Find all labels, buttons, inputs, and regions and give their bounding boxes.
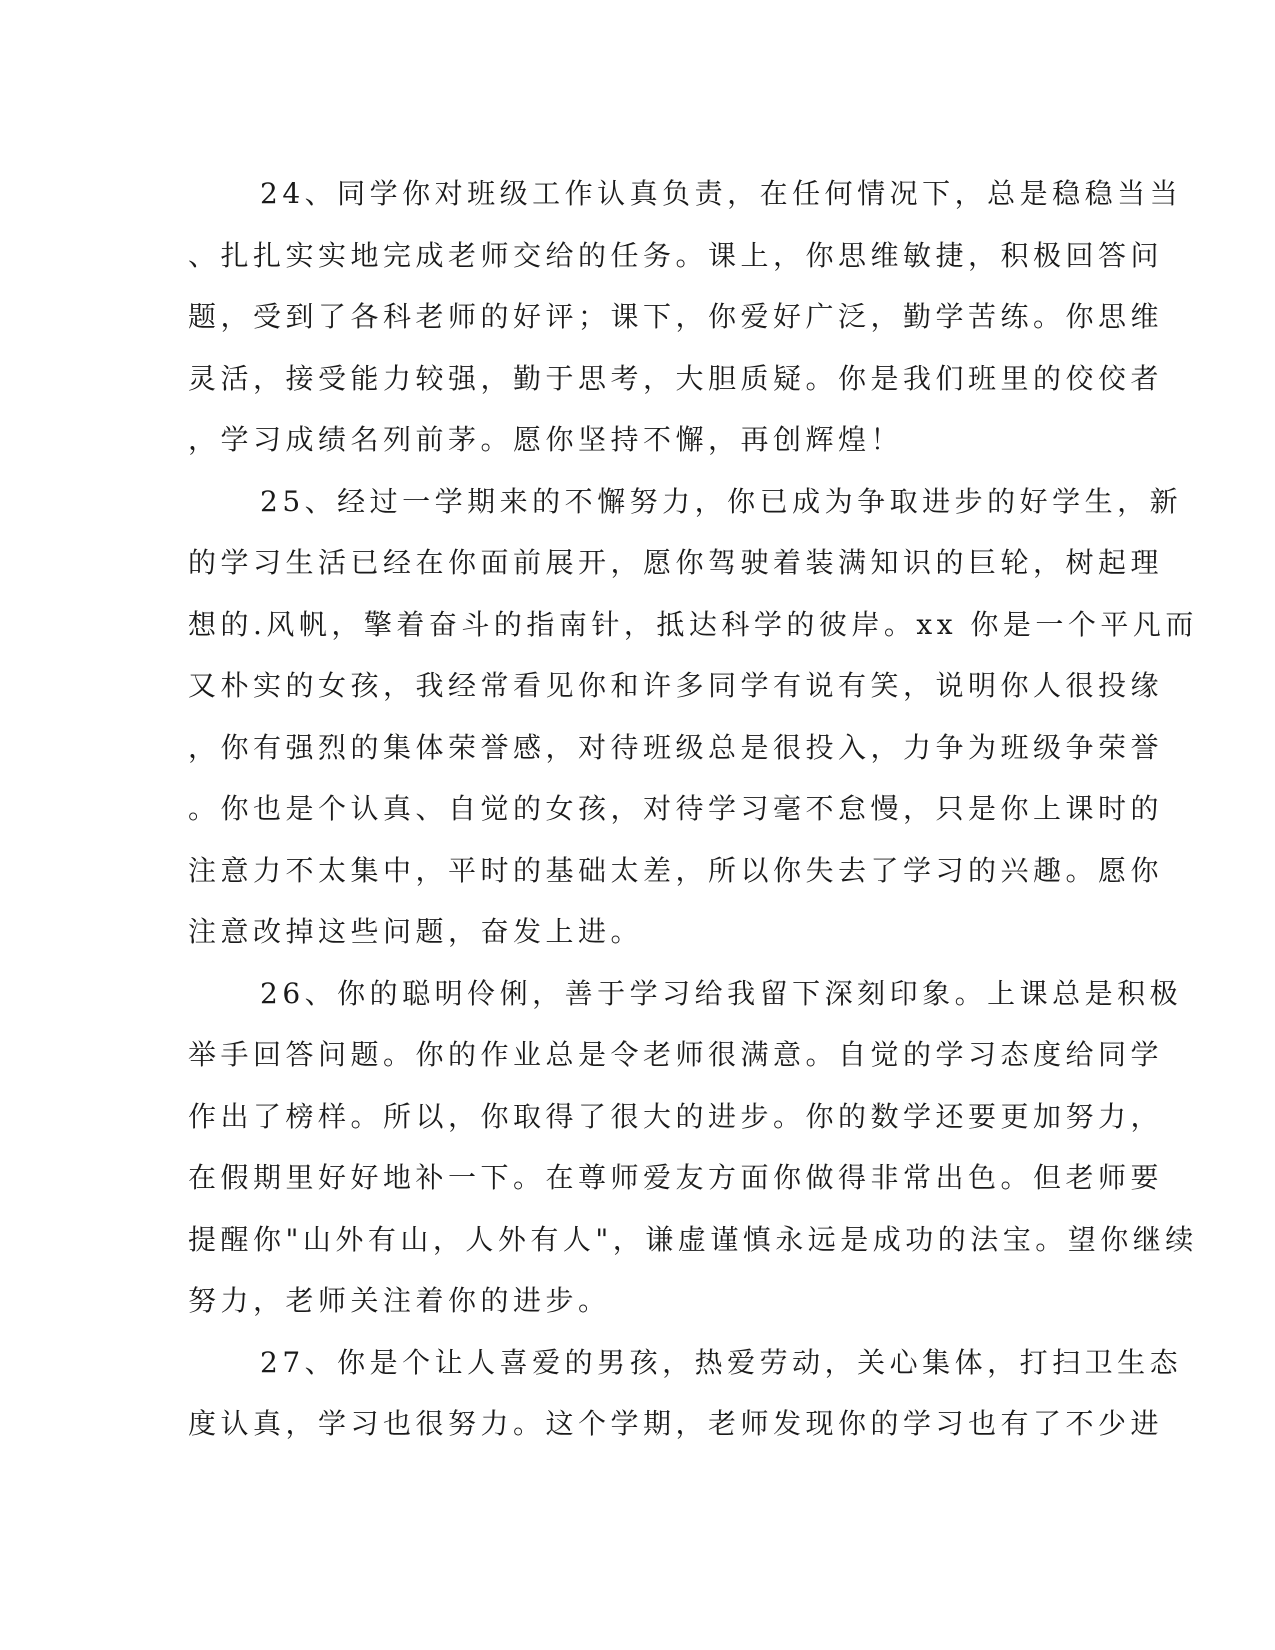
paragraph-26-line: 作出了榜样。所以，你取得了很大的进步。你的数学还要更加努力，	[188, 1099, 1164, 1133]
document-body	[188, 163, 1198, 1455]
paragraph-25-line: 注意改掉这些问题，奋发上进。	[188, 915, 644, 948]
paragraph-27-line: 度认真，学习也很努力。这个学期，老师发现你的学习也有了不少进	[188, 1407, 1164, 1440]
paragraph-27-line: 27、你是个让人喜爱的男孩，热爱劳动，关心集体，打扫卫生态	[260, 1345, 1183, 1379]
paragraph-24-line: 题，受到了各科老师的好评；课下，你爱好广泛，勤学苦练。你思维	[188, 300, 1164, 333]
paragraph-24-line: ，学习成绩名列前茅。愿你坚持不懈，再创辉煌！	[188, 423, 904, 456]
paragraph-25-line: 25、经过一学期来的不懈努力，你已成为争取进步的好学生，新	[260, 484, 1183, 518]
paragraph-26-line: 在假期里好好地补一下。在尊师爱友方面你做得非常出色。但老师要	[188, 1161, 1164, 1194]
paragraph-25-line: 想的.风帆，擎着奋斗的指南针，抵达科学的彼岸。xx 你是一个平凡而	[188, 607, 1198, 641]
paragraph-26-line: 26、你的聪明伶俐，善于学习给我留下深刻印象。上课总是积极	[260, 976, 1183, 1010]
paragraph-26-line: 举手回答问题。你的作业总是令老师很满意。自觉的学习态度给同学	[188, 1038, 1164, 1071]
paragraph-24-line: 灵活，接受能力较强，勤于思考，大胆质疑。你是我们班里的佼佼者	[188, 361, 1164, 395]
paragraph-25-line: 又朴实的女孩，我经常看见你和许多同学有说有笑，说明你人很投缘	[188, 669, 1164, 702]
paragraph-24-line: 、扎扎实实地完成老师交给的任务。课上，你思维敏捷，积极回答问	[188, 238, 1164, 272]
paragraph-25-line: 的学习生活已经在你面前展开，愿你驾驶着装满知识的巨轮，树起理	[188, 546, 1164, 579]
paragraph-26-line: 努力，老师关注着你的进步。	[188, 1284, 611, 1317]
paragraph-25-line: 注意力不太集中，平时的基础太差，所以你失去了学习的兴趣。愿你	[188, 853, 1164, 887]
paragraph-25-line: 。你也是个认真、自觉的女孩，对待学习毫不怠慢，只是你上课时的	[188, 792, 1164, 825]
paragraph-24-line: 24、同学你对班级工作认真负责，在任何情况下，总是稳稳当当	[260, 177, 1183, 210]
paragraph-25-line: ，你有强烈的集体荣誉感，对待班级总是很投入，力争为班级争荣誉	[188, 730, 1164, 764]
paragraph-26-line: 提醒你"山外有山，人外有人"，谦虚谨慎永远是成功的法宝。望你继续	[188, 1222, 1198, 1256]
